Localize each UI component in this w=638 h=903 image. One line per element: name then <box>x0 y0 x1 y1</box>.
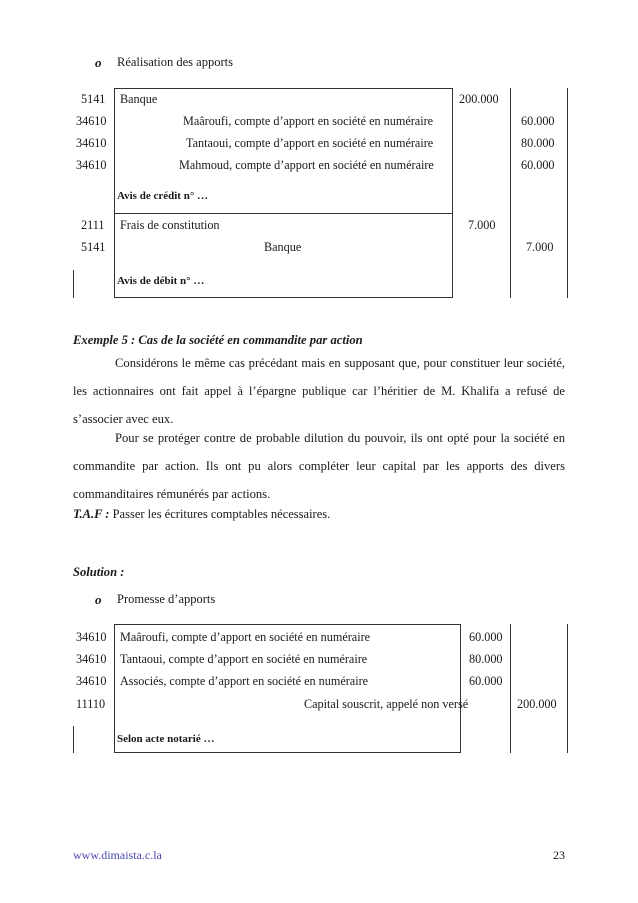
paragraph-text: Pour se protéger contre de probable dilution du pouvoir, ils ont opté pour la société en commandite par action. Ils ont pu alors compléter leur capital par les apports des divers commanditaires rémunérés par actions. <box>73 431 565 501</box>
reference-note: Selon acte notarié … <box>117 733 215 745</box>
journal-divider-credit <box>510 624 511 753</box>
paragraph-text: Considérons le même cas précédant mais en supposant que, pour constituer leur société, les actionnaires ont fait appel à l’épargne publique car l’héritier de M. Khalifa a refusé de s’associer avec eux. <box>73 356 565 426</box>
credit-amount: 60.000 <box>521 114 555 128</box>
example-heading: Exemple 5 : Cas de la société en commandite par action <box>73 333 363 347</box>
account-code: 34610 <box>76 114 107 128</box>
solution-heading: Solution : <box>73 565 125 579</box>
entry-label: Tantaoui, compte d’apport en société en numéraire <box>186 136 434 150</box>
entry-label: Frais de constitution <box>120 218 220 232</box>
taf-label: T.A.F : <box>73 507 110 521</box>
credit-amount: 60.000 <box>521 158 555 172</box>
entry-label: Capital souscrit, appelé non versé <box>304 697 469 711</box>
entry-label: Mahmoud, compte d’apport en société en numéraire <box>179 158 434 172</box>
reference-note: Avis de crédit n° … <box>117 190 208 202</box>
journal-left-tick <box>73 726 74 753</box>
journal-divider-right <box>567 624 568 753</box>
entry-label: Banque <box>264 240 302 254</box>
bullet-icon: o <box>95 592 102 607</box>
section-title-realisation: Réalisation des apports <box>117 55 233 69</box>
account-code: 34610 <box>76 652 107 666</box>
taf-text: Passer les écritures comptables nécessaires. <box>112 507 331 521</box>
credit-amount: 80.000 <box>521 136 555 150</box>
account-code: 5141 <box>81 92 106 106</box>
journal-divider-debit <box>460 624 461 753</box>
account-code: 34610 <box>76 158 107 172</box>
account-code: 2111 <box>81 218 105 232</box>
journal-divider-account <box>114 624 115 753</box>
credit-amount: 7.000 <box>526 240 554 254</box>
entry-label: Banque <box>120 92 158 106</box>
page-number: 23 <box>553 848 565 862</box>
account-code: 5141 <box>81 240 106 254</box>
debit-amount: 80.000 <box>469 652 503 666</box>
debit-amount: 60.000 <box>469 674 503 688</box>
entry-label: Maâroufi, compte d’apport en société en numéraire <box>120 630 371 644</box>
entry-label: Maâroufi, compte d’apport en société en numéraire <box>183 114 434 128</box>
footer-website-link[interactable]: www.dimaista.c.la <box>73 848 162 862</box>
journal-line-bottom <box>114 752 460 753</box>
credit-amount: 200.000 <box>517 697 557 711</box>
debit-amount: 7.000 <box>468 218 496 232</box>
account-code: 34610 <box>76 630 107 644</box>
debit-amount: 200.000 <box>459 92 499 106</box>
section-title-promesse: Promesse d’apports <box>117 592 216 606</box>
debit-amount: 60.000 <box>469 630 503 644</box>
account-code: 11110 <box>76 697 106 711</box>
account-code: 34610 <box>76 674 107 688</box>
account-code: 34610 <box>76 136 107 150</box>
bullet-icon: o <box>95 55 102 70</box>
reference-note: Avis de débit n° … <box>117 275 205 287</box>
entry-label: Tantaoui, compte d’apport en société en numéraire <box>120 652 368 666</box>
journal-line-top <box>114 624 460 625</box>
entry-label: Associés, compte d’apport en société en numéraire <box>120 674 369 688</box>
